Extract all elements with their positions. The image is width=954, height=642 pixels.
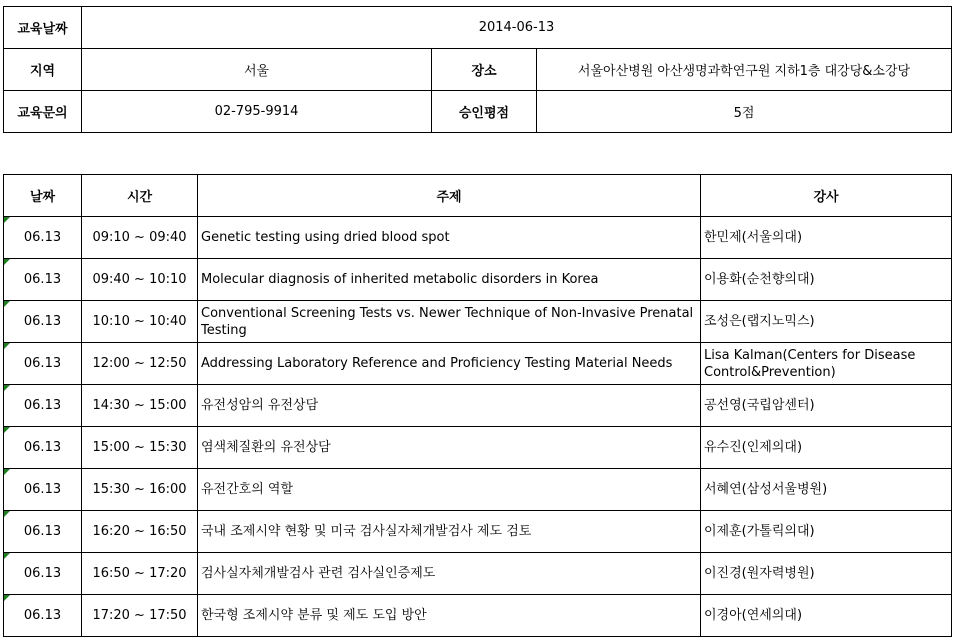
row-date [4, 595, 82, 637]
row-time-text: 12:00 ~ 12:50 [92, 356, 187, 371]
row-speaker [701, 343, 952, 385]
date-label: 교육날짜 [4, 7, 82, 49]
comment-marker-icon [4, 343, 10, 349]
row-time [82, 259, 198, 301]
schedule-body [4, 217, 952, 637]
comment-marker-icon [4, 301, 10, 307]
row-topic-text: 유전간호의 역할 [201, 482, 294, 497]
credit-label: 승인평점 [432, 91, 537, 133]
row-topic [198, 553, 701, 595]
row-topic-text: Molecular diagnosis of inherited metabolic disorders in Korea [201, 272, 599, 287]
row-time-text: 10:10 ~ 10:40 [92, 314, 187, 329]
row-topic-text: 국내 조제시약 현황 및 미국 검사실자체개발검사 제도 검토 [201, 524, 532, 539]
row-speaker-text: 공선영(국립암센터) [704, 398, 815, 413]
row-speaker-text: 한민제(서울의대) [704, 230, 803, 245]
row-time [82, 343, 198, 385]
row-time [82, 595, 198, 637]
row-topic [198, 217, 701, 259]
table-row [4, 385, 952, 427]
row-topic-text: Addressing Laboratory Reference and Proficiency Testing Material Needs [201, 356, 673, 371]
row-date [4, 427, 82, 469]
comment-marker-icon [4, 259, 10, 265]
row-time [82, 427, 198, 469]
row-date [4, 385, 82, 427]
row-date-text: 06.13 [23, 524, 62, 539]
row-time [82, 553, 198, 595]
header-speaker: 강사 [701, 175, 952, 217]
table-row [4, 511, 952, 553]
table-row [4, 217, 952, 259]
row-topic [198, 427, 701, 469]
row-speaker-text: 서혜연(삼성서울병원) [704, 482, 828, 497]
row-topic-text: 유전성암의 유전상담 [201, 398, 319, 413]
schedule-header-row [4, 175, 952, 217]
comment-marker-icon [4, 427, 10, 433]
row-time-text: 14:30 ~ 15:00 [92, 398, 187, 413]
header-topic: 주제 [198, 175, 701, 217]
row-speaker [701, 259, 952, 301]
row-date [4, 511, 82, 553]
row-date-text: 06.13 [23, 356, 62, 371]
row-time-text: 16:20 ~ 16:50 [92, 524, 187, 539]
region-label: 지역 [4, 49, 82, 91]
row-speaker [701, 595, 952, 637]
comment-marker-icon [4, 553, 10, 559]
table-row [4, 343, 952, 385]
contact-label: 교육문의 [4, 91, 82, 133]
row-date-text: 06.13 [23, 482, 62, 497]
row-time-text: 09:10 ~ 09:40 [92, 230, 187, 245]
info-row-location [4, 49, 952, 91]
row-topic [198, 469, 701, 511]
row-speaker-text: 이진경(원자력병원) [704, 566, 815, 581]
row-speaker-text: Lisa Kalman(Centers for Disease Control&Prevention) [704, 347, 916, 380]
row-speaker [701, 301, 952, 343]
table-row [4, 553, 952, 595]
row-time-text: 09:40 ~ 10:10 [92, 272, 187, 287]
table-row [4, 301, 952, 343]
comment-marker-icon [4, 595, 10, 601]
row-speaker-text: 조성은(랩지노믹스) [704, 314, 815, 329]
header-time: 시간 [82, 175, 198, 217]
table-row [4, 427, 952, 469]
row-speaker [701, 553, 952, 595]
table-row [4, 595, 952, 637]
row-speaker-text: 이용화(순천향의대) [704, 272, 815, 287]
event-info-table [3, 6, 952, 133]
row-speaker [701, 511, 952, 553]
row-speaker-text: 이경아(연세의대) [704, 608, 803, 623]
row-date-text: 06.13 [23, 566, 62, 581]
row-speaker [701, 469, 952, 511]
row-time-text: 15:30 ~ 16:00 [92, 482, 187, 497]
row-time-text: 15:00 ~ 15:30 [92, 440, 187, 455]
row-topic [198, 301, 701, 343]
row-date-text: 06.13 [23, 272, 62, 287]
row-time-text: 16:50 ~ 17:20 [92, 566, 187, 581]
row-speaker-text: 유수진(인제의대) [704, 440, 803, 455]
row-date [4, 259, 82, 301]
row-topic-text: Conventional Screening Tests vs. Newer Technique of Non-Invasive Prenatal Testing [201, 305, 694, 338]
info-row-contact [4, 91, 952, 133]
row-speaker [701, 385, 952, 427]
row-time [82, 385, 198, 427]
row-topic-text: 한국형 조제시약 분류 및 제도 도입 방안 [201, 608, 427, 623]
row-topic [198, 259, 701, 301]
row-speaker [701, 217, 952, 259]
info-row-date [4, 7, 952, 49]
region-value: 서울 [82, 49, 432, 91]
venue-label: 장소 [432, 49, 537, 91]
row-date-text: 06.13 [23, 314, 62, 329]
row-topic [198, 343, 701, 385]
row-topic [198, 511, 701, 553]
schedule-table [3, 174, 952, 637]
table-row [4, 259, 952, 301]
row-date-text: 06.13 [23, 608, 62, 623]
comment-marker-icon [4, 217, 10, 223]
date-value: 2014-06-13 [82, 7, 952, 49]
comment-marker-icon [4, 385, 10, 391]
row-speaker-text: 이제훈(가톨릭의대) [704, 524, 815, 539]
contact-value: 02-795-9914 [82, 91, 432, 133]
row-date [4, 301, 82, 343]
row-time [82, 511, 198, 553]
row-date [4, 553, 82, 595]
row-time [82, 301, 198, 343]
row-time-text: 17:20 ~ 17:50 [92, 608, 187, 623]
row-topic-text: 염색체질환의 유전상담 [201, 440, 331, 455]
comment-marker-icon [4, 469, 10, 475]
row-date [4, 343, 82, 385]
row-date [4, 469, 82, 511]
row-date-text: 06.13 [23, 398, 62, 413]
venue-value: 서울아산병원 아산생명과학연구원 지하1층 대강당&소강당 [537, 49, 952, 91]
credit-value: 5점 [537, 91, 952, 133]
row-date [4, 217, 82, 259]
row-date-text: 06.13 [23, 230, 62, 245]
row-topic [198, 385, 701, 427]
row-time [82, 469, 198, 511]
row-topic-text: Genetic testing using dried blood spot [201, 230, 450, 245]
row-time [82, 217, 198, 259]
table-row [4, 469, 952, 511]
row-date-text: 06.13 [23, 440, 62, 455]
row-speaker [701, 427, 952, 469]
comment-marker-icon [4, 511, 10, 517]
row-topic [198, 595, 701, 637]
row-topic-text: 검사실자체개발검사 관련 검사실인증제도 [201, 566, 436, 581]
header-date: 날짜 [4, 175, 82, 217]
